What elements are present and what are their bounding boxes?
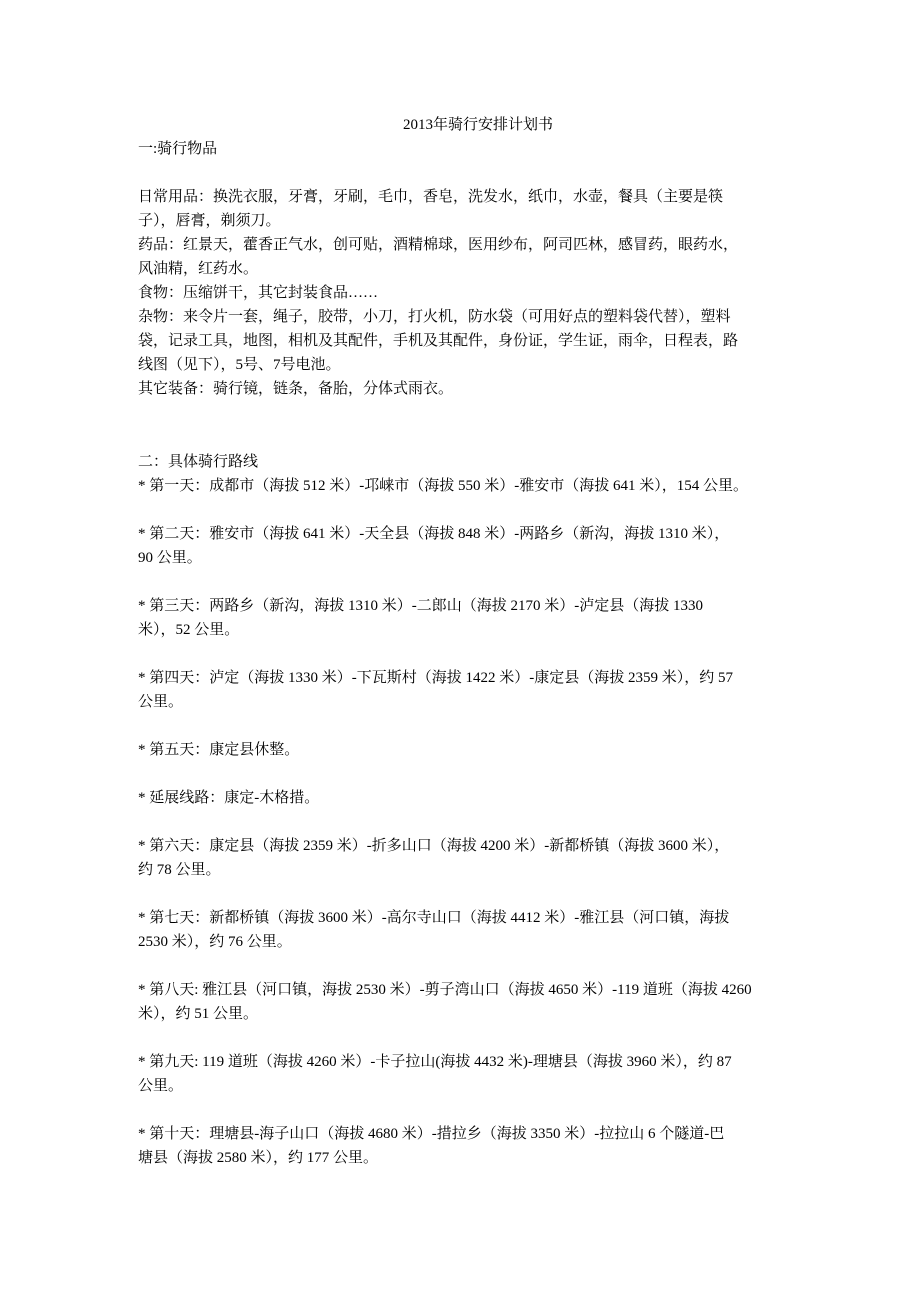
route-day [138,786,798,810]
section-heading-route: 二：具体骑行路线 [138,454,259,470]
blank-line [138,810,798,834]
blank-line [138,1026,798,1050]
blank-line [138,1098,798,1122]
route-day-line: * 第八天: 雅江县（河口镇，海拔 2530 米）-剪子湾山口（海拔 4650 米）-119 道班（海拔 4260 [138,982,752,998]
route-day [138,594,798,642]
route-day-line: 90 公里。 [138,550,202,566]
item-paragraph-line: 杂物：来令片一套，绳子，胶带，小刀，打火机，防水袋（可用好点的塑料袋代替），塑料 [138,309,731,325]
item-paragraph-line: 风油精，红药水。 [138,261,259,277]
item-paragraph [138,233,798,281]
route-day-line: 塘县（海拔 2580 米），约 177 公里。 [138,1150,379,1166]
route-day-line: * 第六天：康定县（海拔 2359 米）-折多山口（海拔 4200 米）-新都桥镇（海拔 3600 米）， [138,838,730,854]
route-day-line: * 第十天：理塘县-海子山口（海拔 4680 米）-措拉乡（海拔 3350 米）-拉拉山 6 个隧道-巴 [138,1126,725,1142]
route-day [138,666,798,714]
route-day-line: * 第二天：雅安市（海拔 641 米）-天全县（海拔 848 米）-两路乡（新沟，海拔 1310 米）， [138,526,730,542]
item-paragraph-line: 药品：红景天，藿香正气水，创可贴，酒精棉球，医用纱布，阿司匹林，感冒药，眼药水， [138,237,739,253]
route-day-line: * 延展线路：康定-木格措。 [138,790,320,806]
route-day-line: * 第三天：两路乡（新沟，海拔 1310 米）-二郎山（海拔 2170 米）-泸定县（海拔 1330 [138,598,703,614]
route-day-line: * 第九天: 119 道班（海拔 4260 米）-卡子拉山(海拔 4432 米)-理塘县（海拔 3960 米），约 87 [138,1054,732,1070]
route-day-line: 公里。 [138,1078,184,1094]
item-paragraph-line: 食物：压缩饼干，其它封装食品…… [138,285,379,301]
item-paragraph [138,305,798,377]
item-paragraph-line: 其它装备：骑行镜，链条，备胎，分体式雨衣。 [138,381,454,397]
route-day [138,474,798,498]
document-title: 2013年骑行安排计划书 [402,117,553,133]
route-day [138,978,798,1026]
items-list [138,185,798,401]
route-day-line: * 第四天：泸定（海拔 1330 米）-下瓦斯村（海拔 1422 米）-康定县（海拔 2359 米），约 57 [138,670,733,686]
item-paragraph-line: 日常用品：换洗衣服，牙膏，牙刷，毛巾，香皂，洗发水，纸巾，水壶，餐具（主要是筷 [138,189,724,205]
route-day [138,906,798,954]
route-day-line: 米），约 51 公里。 [138,1006,259,1022]
blank-line [138,882,798,906]
item-paragraph-line: 子），唇膏，剃须刀。 [138,213,281,229]
blank-line [138,570,798,594]
route-day-line: 约 78 公里。 [138,862,221,878]
route-day [138,1122,798,1170]
route-day [138,1050,798,1098]
section-heading-items: 一:骑行物品 [138,141,218,157]
blank-line [138,762,798,786]
item-paragraph-line: 线图（见下），5号、7号电池。 [138,357,341,373]
route-day-line: 2530 米），约 76 公里。 [138,934,292,950]
item-paragraph [138,281,798,305]
section-gap [138,401,798,450]
route-list [138,474,798,1170]
blank-line [138,498,798,522]
item-paragraph [138,377,798,401]
route-day-line: * 第五天：康定县休整。 [138,742,300,758]
blank-line [138,954,798,978]
item-paragraph [138,185,798,233]
blank-line [138,161,798,185]
blank-line [138,642,798,666]
route-day [138,522,798,570]
blank-line [138,714,798,738]
route-day [138,834,798,882]
item-paragraph-line: 袋，记录工具，地图，相机及其配件，手机及其配件，身份证，学生证，雨伞，日程表，路 [138,333,739,349]
route-day-line: * 第七天：新都桥镇（海拔 3600 米）-高尔寺山口（海拔 4412 米）-雅江县（河口镇，海拔 [138,910,730,926]
route-day [138,738,798,762]
route-day-line: 米），52 公里。 [138,622,240,638]
route-day-line: * 第一天：成都市（海拔 512 米）-邛崃市（海拔 550 米）-雅安市（海拔 641 米），154 公里。 [138,478,748,494]
route-day-line: 公里。 [138,694,184,710]
document-page [138,113,798,1170]
